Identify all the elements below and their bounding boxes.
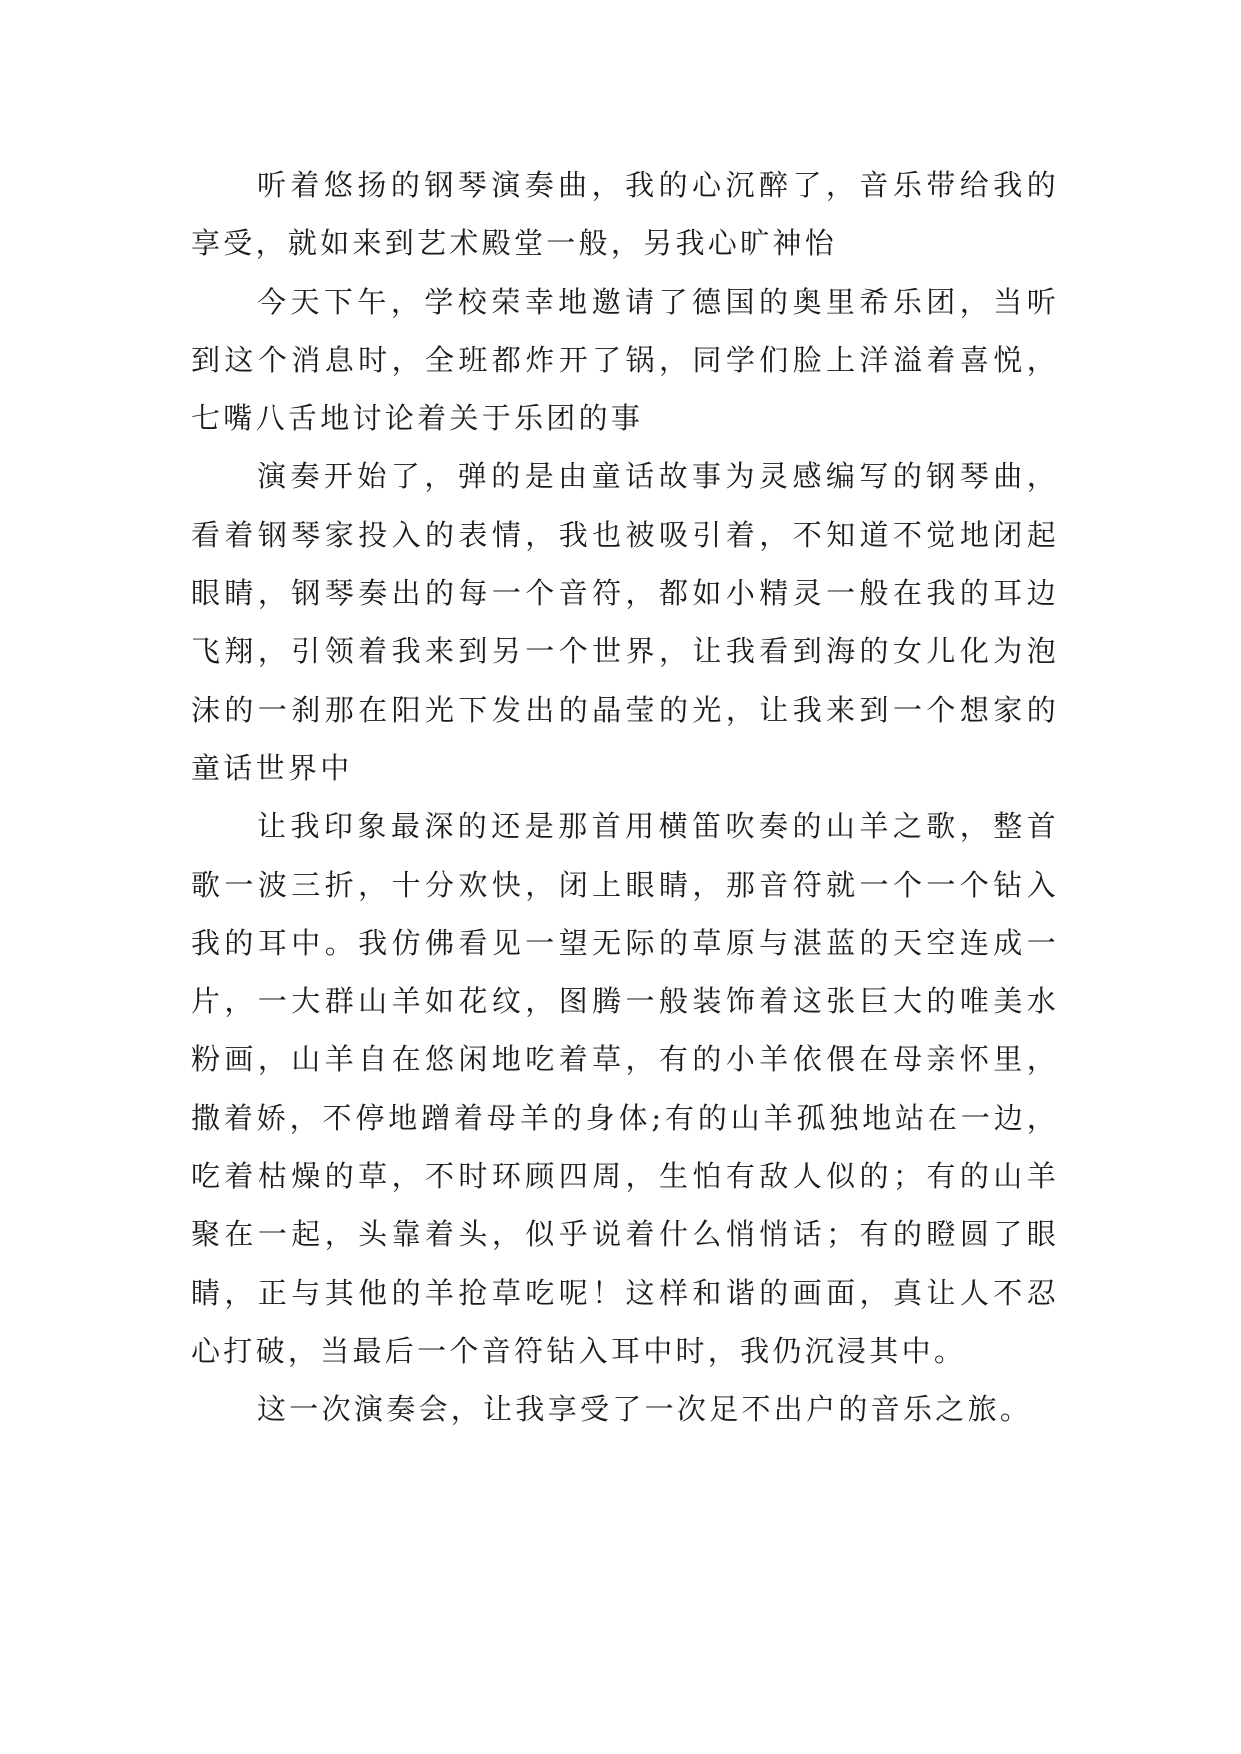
paragraph-1: 听着悠扬的钢琴演奏曲，我的心沉醉了，音乐带给我的享受，就如来到艺术殿堂一般，另我心旷神怡 [191,168,1059,261]
paragraph-2: 今天下午，学校荣幸地邀请了德国的奥里希乐团，当听到这个消息时，全班都炸开了锅，同学们脸上洋溢着喜悦，七嘴八舌地讨论着关于乐团的事 [191,284,1059,436]
paragraph-3: 演奏开始了，弹的是由童话故事为灵感编写的钢琴曲，看着钢琴家投入的表情，我也被吸引着，不知道不觉地闭起眼睛，钢琴奏出的每一个音符，都如小精灵一般在我的耳边飞翔，引领着我来到另一个世界，让我看到海的女儿化为泡沫的一刹那在阳光下发出的晶莹的光，让我来到一个想家的童话世界中 [191,459,1059,785]
document-body [191,156,1059,1439]
paragraph-5: 这一次演奏会，让我享受了一次足不出户的音乐之旅。 [257,1392,1033,1427]
paragraph-4: 让我印象最深的还是那首用横笛吹奏的山羊之歌，整首歌一波三折，十分欢快，闭上眼睛，那音符就一个一个钻入我的耳中。我仿佛看见一望无际的草原与湛蓝的天空连成一片，一大群山羊如花纹，图腾一般装饰着这张巨大的唯美水粉画，山羊自在悠闲地吃着草，有的小羊依偎在母亲怀里，撒着娇，不停地蹭着母羊的身体;有的山羊孤独地站在一边，吃着枯燥的草，不时环顾四周，生怕有敌人似的；有的山羊聚在一起，头靠着头，似乎说着什么悄悄话；有的瞪圆了眼睛，正与其他的羊抢草吃呢！这样和谐的画面，真让人不忍心打破，当最后一个音符钻入耳中时，我仍沉浸其中。 [191,809,1059,1368]
